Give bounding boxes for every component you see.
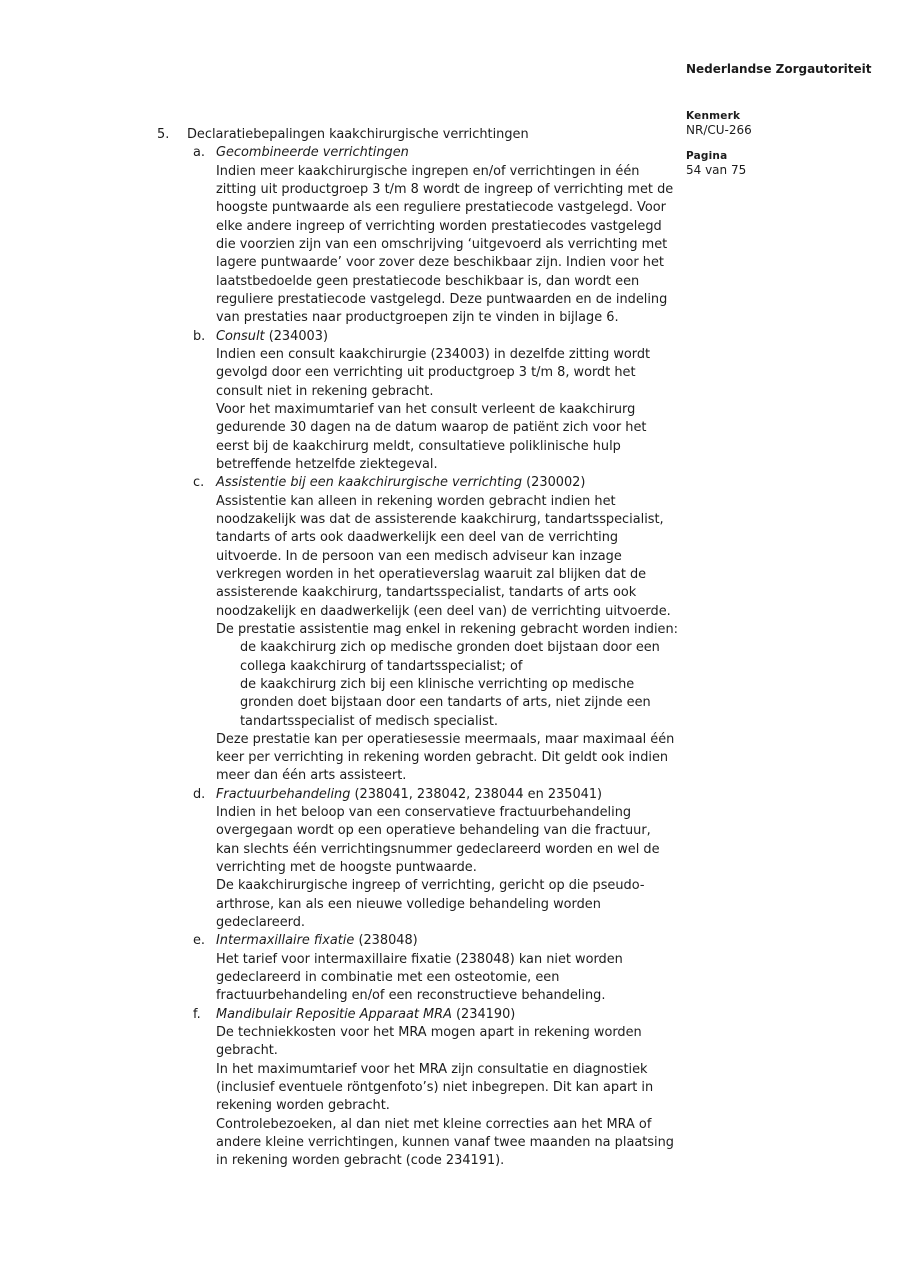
item-paragraph: Controlebezoeken, al dan niet met kleine correcties aan het MRA of andere kleine verrichtingen, kunnen vanaf twee maanden na plaatsing in rekening worden gebracht (code 234191). <box>216 1116 674 1169</box>
item-e <box>193 932 687 1005</box>
item-sub-paragraph: de kaakchirurg zich op medische gronden doet bijstaan door een collega kaakchirurg of tandartsspecialist; of <box>240 640 660 674</box>
item-c <box>193 474 687 786</box>
item-body <box>216 786 678 933</box>
item-heading-title: Fractuurbehandeling <box>216 786 351 802</box>
section-title: Declaratiebepalingen kaakchirurgische verrichtingen <box>187 127 529 142</box>
item-body <box>216 474 678 786</box>
item-sub-paragraph: de kaakchirurg zich bij een klinische verrichting op medische gronden doet bijstaan door een tandarts of arts, niet zijnde een tandartsspecialist of medisch specialist. <box>240 676 651 729</box>
item-paragraph: Voor het maximumtarief van het consult verleent de kaakchirurg gedurende 30 dagen na de datum waarop de patiënt zich voor het eerst bij de kaakchirurg meldt, consultatieve poliklinische hulp betreffende hetzelfde ziektegeval. <box>216 401 647 472</box>
item-paragraph: De techniekkosten voor het MRA mogen apart in rekening worden gebracht. <box>216 1025 642 1059</box>
item-heading <box>216 786 678 804</box>
document-body <box>157 126 687 1171</box>
item-heading-title: Intermaxillaire fixatie <box>216 933 355 949</box>
item-paragraph: De kaakchirurgische ingreep of verrichting, gericht op die pseudo-arthrose, kan als een nieuwe volledige behandeling worden gedeclareerd. <box>216 878 645 931</box>
item-letter: a. <box>193 145 205 161</box>
item-heading-title: Gecombineerde verrichtingen <box>216 145 409 161</box>
item-heading-code: (238041, 238042, 238044 en 235041) <box>354 786 603 802</box>
kenmerk-value: NR/CU-266 <box>686 123 752 137</box>
item-heading-title: Assistentie bij een kaakchirurgische verrichting <box>216 475 523 491</box>
item-letter: c. <box>193 475 205 491</box>
item-heading-title: Mandibulair Repositie Apparaat MRA <box>216 1006 452 1022</box>
item-heading <box>216 144 678 162</box>
organization-name: Nederlandse Zorgautoriteit <box>686 62 872 76</box>
document-meta <box>686 110 866 190</box>
item-heading-code: (238048) <box>358 933 418 949</box>
item-heading <box>216 328 678 346</box>
item-heading-title: Consult <box>216 328 265 344</box>
pagina-value: 54 van 75 <box>686 163 747 177</box>
item-body <box>216 932 678 1005</box>
item-heading <box>216 932 678 950</box>
item-heading <box>216 1006 678 1024</box>
item-body <box>216 144 678 327</box>
item-letter: d. <box>193 786 206 802</box>
item-letter: b. <box>193 328 206 344</box>
item-heading <box>216 474 678 492</box>
item-paragraph: Assistentie kan alleen in rekening worden gebracht indien het noodzakelijk was dat de assisterende kaakchirurg, tandartsspecialist, tandarts of arts ook daadwerkelijk een deel van de verrichting uitvoerde. In de persoon van een medisch adviseur kan inzage verkregen worden in het operatieverslag waaruit zal blijken dat de assisterende kaakchirurg, tandartsspecialist, tandarts of arts ook noodzakelijk en daadwerkelijk (een deel van) de verrichting uitvoerde. De prestatie assistentie mag enkel in rekening gebracht worden indien: <box>216 493 678 637</box>
kenmerk-label: Kenmerk <box>686 110 741 122</box>
item-letter: e. <box>193 933 206 949</box>
item-paragraph: Het tarief voor intermaxillaire fixatie (238048) kan niet worden gedeclareerd in combinatie met een osteotomie, een fractuurbehandeling en/of een reconstructieve behandeling. <box>216 951 623 1004</box>
item-body <box>216 1006 678 1171</box>
item-d <box>193 786 687 933</box>
item-a <box>193 144 687 327</box>
section-number: 5. <box>157 127 170 142</box>
item-b <box>193 328 687 475</box>
item-body <box>216 328 678 475</box>
section-5 <box>157 126 687 144</box>
item-paragraph: Indien meer kaakchirurgische ingrepen en/of verrichtingen in één zitting uit productgroep 3 t/m 8 wordt de ingreep of verrichting met de hoogste puntwaarde als een reguliere prestatiecode vastgelegd. Voor elke andere ingreep of verrichting worden prestatiecodes vastgelegd die voorzien zijn van een omschrijving ‘uitgevoerd als verrichting met lagere puntwaarde’ voor zover deze beschikbaar zijn. Indien voor het laatstbedoelde geen prestatiecode beschikbaar is, dan wordt een reguliere prestatiecode vastgelegd. Deze puntwaarden en de indeling van prestaties naar productgroepen zijn te vinden in bijlage 6. <box>216 163 674 326</box>
item-paragraph: Indien een consult kaakchirurgie (234003) in dezelfde zitting wordt gevolgd door een verrichting uit productgroep 3 t/m 8, wordt het consult niet in rekening gebracht. <box>216 346 651 399</box>
item-paragraph: Deze prestatie kan per operatiesessie meermaals, maar maximaal één keer per verrichting in rekening worden gebracht. Dit geldt ook indien meer dan één arts assisteert. <box>216 731 675 784</box>
pagina-label: Pagina <box>686 150 728 162</box>
item-paragraph: Indien in het beloop van een conservatieve fractuurbehandeling overgegaan wordt op een operatieve behandeling van die fractuur, kan slechts één verrichtingsnummer gedeclareerd worden en wel de verrichting met de hoogste puntwaarde. <box>216 805 660 876</box>
item-paragraph: In het maximumtarief voor het MRA zijn consultatie en diagnostiek (inclusief eventuele röntgenfoto’s) niet inbegrepen. Dit kan apart in rekening worden gebracht. <box>216 1061 654 1114</box>
item-heading-code: (234003) <box>268 328 328 344</box>
item-letter: f. <box>193 1006 201 1022</box>
item-heading-code: (230002) <box>526 475 586 491</box>
item-heading-code: (234190) <box>456 1006 516 1022</box>
item-f <box>193 1006 687 1171</box>
